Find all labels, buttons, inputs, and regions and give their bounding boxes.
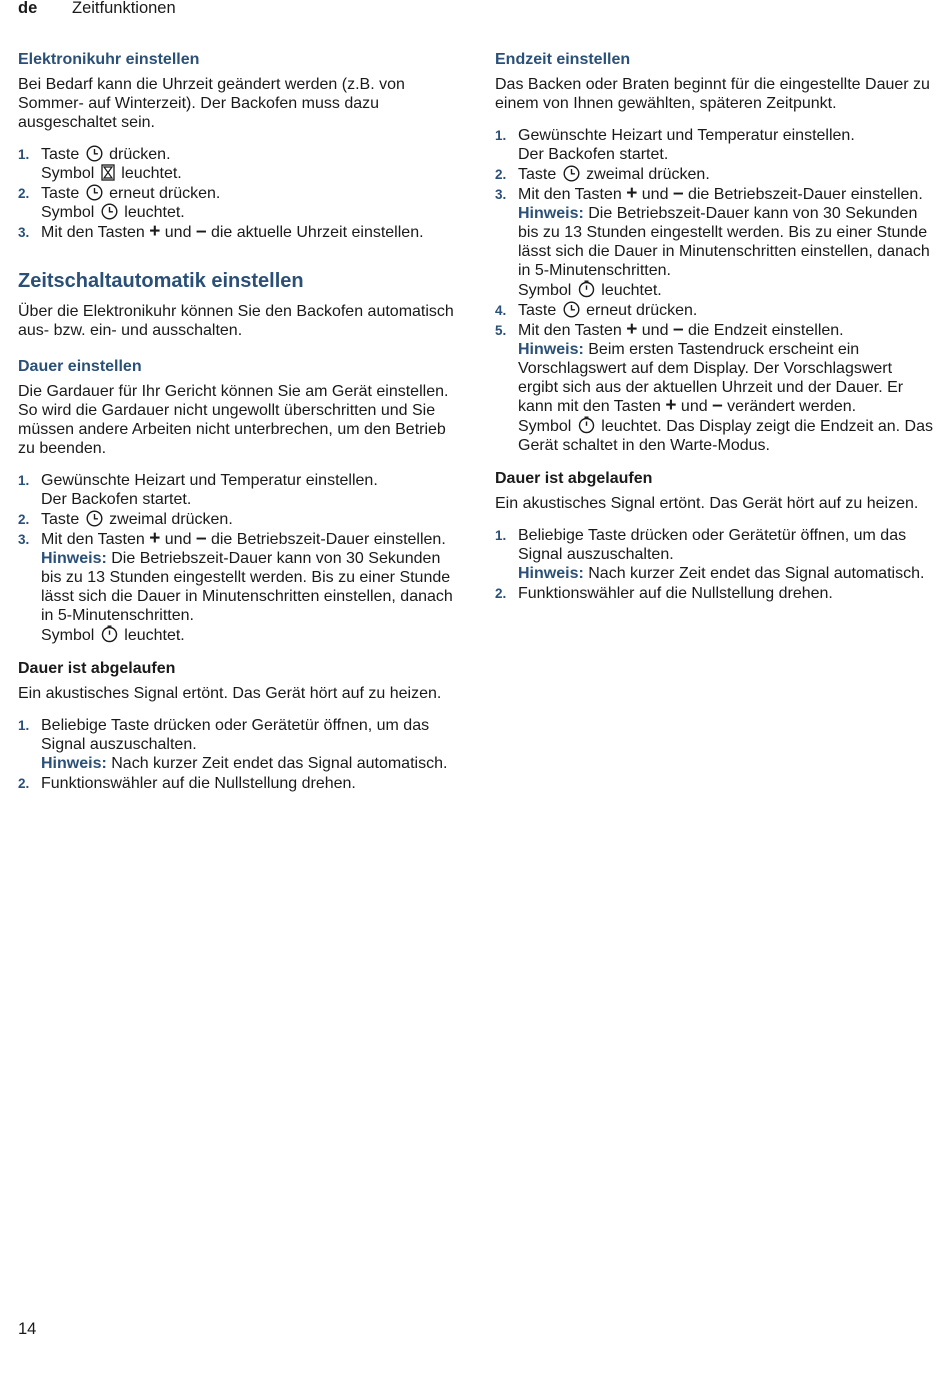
timer-icon	[578, 416, 595, 434]
steps-list	[18, 716, 458, 793]
steps-list	[18, 471, 458, 645]
list-item: 3. Mit den Tasten + und – die Betriebszeit-Dauer einstellen. Hinweis: Die Betriebszeit-Dauer kann von 30 Sekunden bis zu 13 Stunden eingestellt werden. Bis zu einer Stunde lässt sich die Dauer in Minutenschritten einstellen, danach in 5-Minutenschritten. Symbol leuchtet.	[18, 528, 453, 644]
minus-icon: –	[712, 395, 723, 416]
paragraph: Bei Bedarf kann die Uhrzeit geändert werden (z.B. von Sommer- auf Winterzeit). Der Backofen muss dazu ausgeschaltet sein.	[18, 76, 405, 131]
paragraph: Ein akustisches Signal ertönt. Das Gerät hört auf zu heizen.	[495, 495, 919, 512]
heading-dauer: Dauer einstellen	[18, 358, 142, 375]
steps-list	[495, 526, 935, 603]
list-item: 1. Beliebige Taste drücken oder Gerätetür öffnen, um das Signal auszuschalten. Hinweis: Nach kurzer Zeit endet das Signal automatisch.	[18, 717, 448, 772]
plus-icon: +	[149, 528, 161, 549]
minus-icon: –	[195, 528, 207, 549]
clock-icon	[563, 165, 580, 182]
clock-icon	[86, 184, 103, 201]
plus-icon: +	[149, 221, 161, 242]
heading-dauer-abgelaufen: Dauer ist abgelaufen	[18, 660, 176, 677]
list-item: 2. Funktionswähler auf die Nullstellung drehen.	[495, 585, 833, 602]
paragraph: Über die Elektronikuhr können Sie den Backofen automatisch aus- bzw. ein- und ausschalten.	[18, 303, 454, 339]
list-item: 5. Mit den Tasten + und – die Endzeit einstellen. Hinweis: Beim ersten Tastendruck erscheint ein Vorschlagswert auf dem Display. Der Vorschlagswert ergibt sich aus der aktuellen Uhrzeit und der Dauer. Er kann mit den Tasten + und – verändert werden. Symbol leuchtet. Das Display zeigt die Endzeit an. Das Gerät schaltet in den Warte-Modus.	[495, 319, 933, 454]
left-column	[18, 50, 458, 794]
list-item: 2. Taste zweimal drücken.	[495, 166, 710, 183]
right-column	[495, 50, 935, 604]
timer-icon	[101, 625, 118, 643]
clock-icon	[101, 203, 118, 220]
list-item: 4. Taste erneut drücken.	[495, 302, 698, 319]
plus-icon: +	[626, 183, 638, 204]
hint-label: Hinweis:	[518, 205, 584, 222]
section-title: Zeitfunktionen	[72, 0, 176, 17]
clock-icon	[86, 510, 103, 527]
heading-dauer-abgelaufen: Dauer ist abgelaufen	[495, 470, 653, 487]
steps-list	[18, 145, 458, 242]
page-header	[18, 0, 176, 18]
timer-icon	[578, 280, 595, 298]
list-item: 1. Taste drücken. Symbol leuchtet.	[18, 146, 182, 182]
hint-label: Hinweis:	[518, 341, 584, 358]
paragraph: Ein akustisches Signal ertönt. Das Gerät hört auf zu heizen.	[18, 685, 442, 702]
list-item: 1. Gewünschte Heizart und Temperatur einstellen. Der Backofen startet.	[18, 472, 378, 508]
minus-icon: –	[195, 221, 207, 242]
plus-icon: +	[626, 319, 638, 340]
clock-icon	[86, 145, 103, 162]
language-code: de	[18, 0, 38, 17]
list-item: 2. Taste erneut drücken. Symbol leuchtet.	[18, 185, 221, 221]
heading-endzeit: Endzeit einstellen	[495, 51, 631, 68]
heading-zeitschaltautomatik: Zeitschaltautomatik einstellen	[18, 270, 304, 292]
paragraph: Die Gardauer für Ihr Gericht können Sie am Gerät einstellen. So wird die Gardauer nicht ungewollt überschritten und Sie müssen andere Arbeiten nicht unterbrechen, um den Betrieb zu beenden.	[18, 383, 449, 457]
hourglass-icon	[101, 164, 115, 181]
plus-icon: +	[665, 395, 677, 416]
minus-icon: –	[672, 183, 684, 204]
list-item: 2. Taste zweimal drücken.	[18, 511, 233, 528]
hint-label: Hinweis:	[518, 565, 584, 582]
heading-elektronikuhr: Elektronikuhr einstellen	[18, 51, 200, 68]
hint-label: Hinweis:	[41, 755, 107, 772]
list-item: 3. Mit den Tasten + und – die aktuelle Uhrzeit einstellen.	[18, 221, 424, 242]
list-item: 3. Mit den Tasten + und – die Betriebszeit-Dauer einstellen. Hinweis: Die Betriebszeit-Dauer kann von 30 Sekunden bis zu 13 Stunden eingestellt werden. Bis zu einer Stunde lässt sich die Dauer in Minutenschritten einstellen, danach in 5-Minutenschritten. Symbol leuchtet.	[495, 183, 930, 299]
page-number: 14	[18, 1320, 37, 1338]
list-item: 2. Funktionswähler auf die Nullstellung drehen.	[18, 775, 356, 792]
minus-icon: –	[672, 319, 684, 340]
steps-list	[495, 126, 935, 455]
hint-label: Hinweis:	[41, 550, 107, 567]
clock-icon	[563, 301, 580, 318]
list-item: 1. Beliebige Taste drücken oder Gerätetür öffnen, um das Signal auszuschalten. Hinweis: Nach kurzer Zeit endet das Signal automatisch.	[495, 527, 925, 582]
list-item: 1. Gewünschte Heizart und Temperatur einstellen. Der Backofen startet.	[495, 127, 855, 163]
paragraph: Das Backen oder Braten beginnt für die eingestellte Dauer zu einem von Ihnen gewählten, späteren Zeitpunkt.	[495, 76, 930, 112]
